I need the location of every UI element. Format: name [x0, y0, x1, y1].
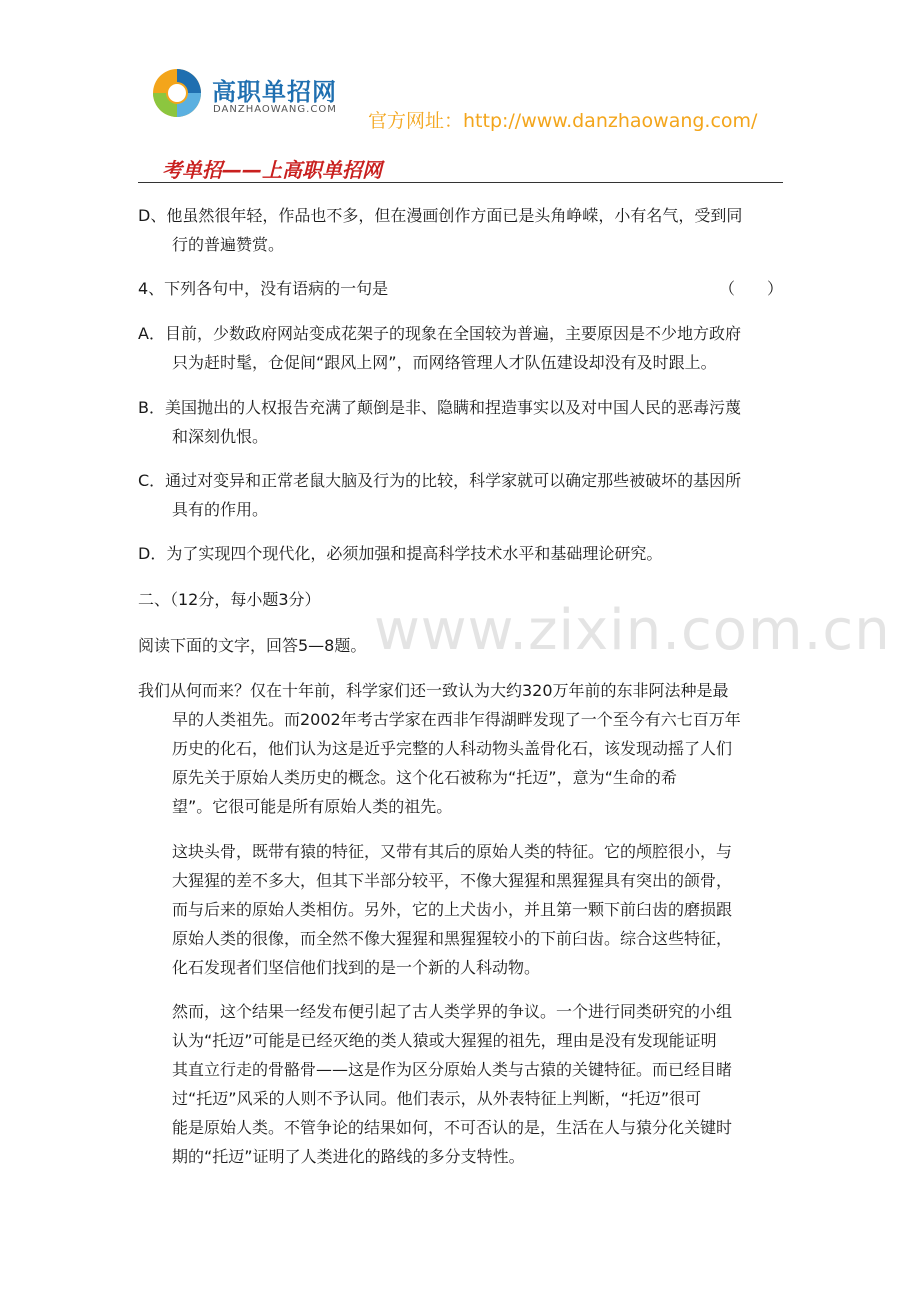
- text-line: C．通过对变异和正常老鼠大脑及行为的比较，科学家就可以确定那些被破坏的基因所: [138, 471, 742, 490]
- text-line: 原先关于原始人类历史的概念。这个化石被称为“托迈”，意为“生命的希: [172, 768, 677, 787]
- text-line: 这块头骨，既带有猿的特征，又带有其后的原始人类的特征。它的颅腔很小，与: [172, 842, 733, 861]
- watermark: www.zixin.com.cn: [374, 598, 891, 663]
- text-line: 历史的化石，他们认为这是近乎完整的人科动物头盖骨化石，该发现动摇了人们: [172, 739, 733, 758]
- site-logo[interactable]: [150, 66, 370, 126]
- section-2-title: [138, 585, 783, 614]
- logo-english-name: DANZHAOWANG.COM: [213, 104, 337, 115]
- header-divider: [138, 182, 783, 183]
- q4-option-b: [138, 393, 783, 451]
- q4-option-c: [138, 466, 783, 524]
- passage-paragraph-3: [138, 997, 783, 1171]
- q4-stem: 4、下列各句中，没有语病的一句是: [138, 279, 389, 298]
- text-line: 其直立行走的骨骼骨——这是作为区分原始人类与古猿的关键特征。而已经目睹: [172, 1060, 733, 1079]
- text-line: 原始人类的很像，而全然不像大猩猩和黑猩猩较小的下前臼齿。综合这些特征，: [172, 929, 733, 948]
- text-line: 阅读下面的文字，回答5—8题。: [138, 636, 367, 655]
- text-line: 认为“托迈”可能是已经灭绝的类人猿或大猩猩的祖先，理由是没有发现能证明: [172, 1031, 717, 1050]
- text-line: D．为了实现四个现代化，必须加强和提高科学技术水平和基础理论研究。: [138, 544, 663, 563]
- q4-option-d: [138, 539, 783, 568]
- text-line: 望”。它很可能是所有原始人类的祖先。: [172, 797, 453, 816]
- answer-parenthesis: （ ）: [718, 279, 783, 298]
- reading-instruction: [138, 631, 783, 660]
- text-line: 二、（12分，每小题3分）: [138, 590, 321, 609]
- slogan: 考单招——上高职单招网: [162, 158, 382, 182]
- text-line: 大猩猩的差不多大，但其下半部分较平，不像大猩猩和黑猩猩具有突出的颌骨，: [172, 871, 733, 890]
- text-line: 我们从何而来？仅在十年前，科学家们还一致认为大约320万年前的东非阿法种是最: [138, 681, 729, 700]
- text-line: 期的“托迈”证明了人类进化的路线的多分支特性。: [172, 1147, 525, 1166]
- text-line: 而与后来的原始人类相仿。另外，它的上犬齿小，并且第一颗下前臼齿的磨损跟: [172, 900, 733, 919]
- text-line: 只为赶时髦，仓促间“跟风上网”，而网络管理人才队伍建设却没有及时跟上。: [172, 353, 717, 372]
- text-line: B．美国抛出的人权报告充满了颠倒是非、隐瞒和捏造事实以及对中国人民的恶毒污蔑: [138, 398, 741, 417]
- logo-swirl-icon: [150, 66, 204, 120]
- q3-option-d: [138, 201, 783, 259]
- text-line: 早的人类祖先。而2002年考古学家在西非乍得湖畔发现了一个至今有六七百万年: [172, 710, 741, 729]
- passage-paragraph-2: [138, 837, 783, 982]
- text-line: 具有的作用。: [172, 500, 269, 519]
- text-line: 过“托迈”风采的人则不予认同。他们表示，从外表特征上判断，“托迈”很可: [172, 1089, 702, 1108]
- text-line: 然而，这个结果一经发布便引起了古人类学界的争议。一个进行同类研究的小组: [172, 1002, 733, 1021]
- text-line: 化石发现者们坚信他们找到的是一个新的人科动物。: [172, 958, 541, 977]
- q4-option-a: [138, 319, 783, 377]
- text-line: A．目前，少数政府网站变成花架子的现象在全国较为普遍，主要原因是不少地方政府: [138, 324, 741, 343]
- text-line: 行的普遍赞赏。: [172, 235, 285, 254]
- q4-stem-row: [138, 274, 783, 303]
- passage-paragraph-1: [138, 676, 783, 821]
- text-line: 和深刻仇恨。: [172, 427, 269, 446]
- logo-chinese-name: 高职单招网: [212, 78, 337, 106]
- official-website-link[interactable]: 官方网址：http://www.danzhaowang.com/: [368, 110, 758, 132]
- text-line: D、他虽然很年轻，作品也不多，但在漫画创作方面已是头角峥嵘，小有名气，受到同: [138, 206, 743, 225]
- text-line: 能是原始人类。不管争论的结果如何，不可否认的是，生活在人与猿分化关键时: [172, 1118, 733, 1137]
